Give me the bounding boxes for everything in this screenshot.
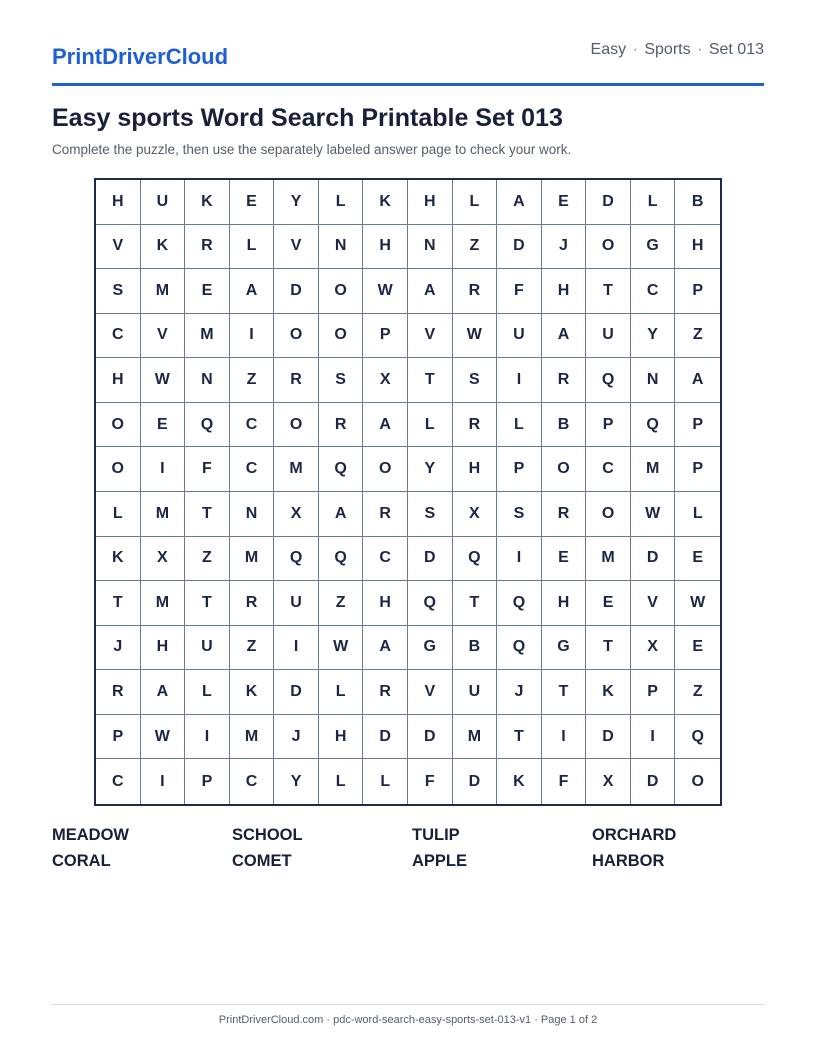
grid-cell[interactable]: P: [185, 759, 230, 804]
grid-cell[interactable]: Z: [453, 225, 498, 270]
grid-cell[interactable]: M: [230, 537, 275, 582]
grid-cell[interactable]: K: [497, 759, 542, 804]
grid-cell[interactable]: Q: [274, 537, 319, 582]
grid-cell[interactable]: Z: [675, 314, 720, 359]
grid-cell[interactable]: V: [631, 581, 676, 626]
grid-cell[interactable]: O: [363, 447, 408, 492]
grid-cell[interactable]: I: [631, 715, 676, 760]
grid-cell[interactable]: H: [141, 626, 186, 671]
grid-cell[interactable]: T: [497, 715, 542, 760]
grid-cell[interactable]: H: [96, 358, 141, 403]
grid-cell[interactable]: I: [497, 537, 542, 582]
grid-cell[interactable]: L: [675, 492, 720, 537]
grid-cell[interactable]: H: [96, 180, 141, 225]
grid-cell[interactable]: K: [586, 670, 631, 715]
grid-cell[interactable]: M: [631, 447, 676, 492]
word-search-grid: [94, 178, 722, 806]
grid-cell[interactable]: M: [141, 492, 186, 537]
grid-cell[interactable]: D: [408, 715, 453, 760]
grid-cell[interactable]: P: [631, 670, 676, 715]
grid-cell[interactable]: Q: [586, 358, 631, 403]
breadcrumb-set[interactable]: Set 013: [708, 41, 764, 58]
footer-divider: [52, 1004, 764, 1005]
breadcrumb-level[interactable]: Easy: [590, 41, 627, 58]
grid-cell[interactable]: C: [96, 759, 141, 804]
grid-cell[interactable]: Q: [497, 626, 542, 671]
grid-cell[interactable]: A: [542, 314, 587, 359]
grid-cell[interactable]: W: [631, 492, 676, 537]
page-footer: PrintDriverCloud.com · pdc-word-search-easy-sports-set-013-v1 · Page 1 of 2: [218, 1014, 598, 1026]
grid-cell[interactable]: X: [586, 759, 631, 804]
grid-cell[interactable]: T: [453, 581, 498, 626]
grid-cell[interactable]: M: [230, 715, 275, 760]
grid-cell[interactable]: K: [96, 537, 141, 582]
grid-cell[interactable]: U: [274, 581, 319, 626]
grid-cell[interactable]: H: [319, 715, 364, 760]
grid-cell[interactable]: A: [319, 492, 364, 537]
grid-cell[interactable]: I: [274, 626, 319, 671]
grid-cell[interactable]: O: [96, 403, 141, 448]
grid-cell[interactable]: L: [185, 670, 230, 715]
grid-cell[interactable]: D: [363, 715, 408, 760]
grid-cell[interactable]: D: [586, 715, 631, 760]
grid-cell[interactable]: R: [319, 403, 364, 448]
grid-cell[interactable]: A: [408, 269, 453, 314]
grid-cell[interactable]: L: [319, 180, 364, 225]
breadcrumb: [591, 41, 764, 59]
grid-cell[interactable]: N: [185, 358, 230, 403]
grid-cell[interactable]: Q: [185, 403, 230, 448]
grid-cell[interactable]: L: [319, 759, 364, 804]
grid-cell[interactable]: B: [453, 626, 498, 671]
grid-cell[interactable]: R: [453, 403, 498, 448]
grid-cell[interactable]: X: [631, 626, 676, 671]
grid-cell[interactable]: R: [363, 670, 408, 715]
grid-cell[interactable]: H: [542, 581, 587, 626]
word-list-item: HARBOR: [592, 852, 665, 870]
grid-cell[interactable]: R: [453, 269, 498, 314]
grid-cell[interactable]: T: [185, 581, 230, 626]
grid-cell[interactable]: A: [230, 269, 275, 314]
grid-cell[interactable]: V: [96, 225, 141, 270]
word-list-item: APPLE: [412, 852, 468, 870]
grid-cell[interactable]: N: [319, 225, 364, 270]
grid-cell[interactable]: D: [497, 225, 542, 270]
grid-cell[interactable]: E: [185, 269, 230, 314]
grid-cell[interactable]: O: [586, 225, 631, 270]
grid-cell[interactable]: Y: [274, 759, 319, 804]
grid-cell[interactable]: D: [408, 537, 453, 582]
grid-cell[interactable]: O: [319, 314, 364, 359]
grid-cell[interactable]: M: [586, 537, 631, 582]
grid-cell[interactable]: I: [185, 715, 230, 760]
grid-cell[interactable]: V: [408, 670, 453, 715]
grid-cell[interactable]: R: [230, 581, 275, 626]
grid-cell[interactable]: W: [319, 626, 364, 671]
grid-cell[interactable]: M: [185, 314, 230, 359]
grid-cell[interactable]: T: [96, 581, 141, 626]
page-title: Easy sports Word Search Printable Set 013: [52, 104, 563, 132]
grid-cell[interactable]: U: [453, 670, 498, 715]
grid-cell[interactable]: A: [675, 358, 720, 403]
grid-cell[interactable]: J: [274, 715, 319, 760]
grid-cell[interactable]: P: [675, 403, 720, 448]
grid-cell[interactable]: B: [675, 180, 720, 225]
grid-cell[interactable]: A: [497, 180, 542, 225]
grid-cell[interactable]: O: [319, 269, 364, 314]
grid-cell[interactable]: C: [230, 403, 275, 448]
grid-cell[interactable]: Z: [185, 537, 230, 582]
grid-cell[interactable]: O: [586, 492, 631, 537]
breadcrumb-separator: ·: [632, 41, 638, 58]
page-header: [52, 0, 764, 86]
grid-cell[interactable]: A: [141, 670, 186, 715]
grid-cell[interactable]: L: [408, 403, 453, 448]
grid-cell[interactable]: T: [408, 358, 453, 403]
grid-cell[interactable]: L: [453, 180, 498, 225]
grid-cell[interactable]: L: [96, 492, 141, 537]
word-list: [52, 826, 764, 870]
word-list-item: CORAL: [52, 852, 111, 870]
grid-cell[interactable]: P: [363, 314, 408, 359]
grid-cell[interactable]: I: [141, 447, 186, 492]
grid-cell[interactable]: X: [363, 358, 408, 403]
grid-cell[interactable]: L: [230, 225, 275, 270]
grid-cell[interactable]: K: [185, 180, 230, 225]
grid-cell[interactable]: W: [675, 581, 720, 626]
grid-cell[interactable]: D: [586, 180, 631, 225]
grid-cell[interactable]: Y: [274, 180, 319, 225]
grid-cell[interactable]: J: [497, 670, 542, 715]
grid-cell[interactable]: Q: [497, 581, 542, 626]
grid-cell[interactable]: I: [230, 314, 275, 359]
grid-cell[interactable]: Q: [675, 715, 720, 760]
grid-cell[interactable]: E: [141, 403, 186, 448]
grid-cell[interactable]: H: [453, 447, 498, 492]
grid-cell[interactable]: H: [363, 225, 408, 270]
grid-cell[interactable]: C: [631, 269, 676, 314]
grid-cell[interactable]: G: [542, 626, 587, 671]
grid-cell[interactable]: C: [230, 759, 275, 804]
grid-cell[interactable]: A: [363, 403, 408, 448]
grid-cell[interactable]: J: [96, 626, 141, 671]
grid-cell[interactable]: E: [542, 180, 587, 225]
page-subtitle: Complete the puzzle, then use the separately labeled answer page to check your work.: [52, 142, 572, 157]
grid-cell[interactable]: F: [408, 759, 453, 804]
grid-cell[interactable]: T: [185, 492, 230, 537]
grid-cell[interactable]: Z: [675, 670, 720, 715]
grid-cell[interactable]: I: [141, 759, 186, 804]
grid-cell[interactable]: U: [141, 180, 186, 225]
grid-cell[interactable]: H: [675, 225, 720, 270]
brand-logo[interactable]: PrintDriverCloud: [52, 44, 229, 69]
grid-cell[interactable]: Z: [230, 358, 275, 403]
grid-cell[interactable]: W: [141, 715, 186, 760]
grid-cell[interactable]: W: [141, 358, 186, 403]
grid-cell[interactable]: B: [542, 403, 587, 448]
word-list-item: SCHOOL: [232, 826, 303, 844]
grid-cell[interactable]: S: [453, 358, 498, 403]
grid-cell[interactable]: E: [675, 626, 720, 671]
grid-cell[interactable]: C: [586, 447, 631, 492]
grid-cell[interactable]: L: [319, 670, 364, 715]
grid-cell[interactable]: P: [675, 269, 720, 314]
grid-cell[interactable]: D: [631, 537, 676, 582]
grid-cell[interactable]: J: [542, 225, 587, 270]
grid-cell[interactable]: V: [408, 314, 453, 359]
grid-cell[interactable]: Q: [408, 581, 453, 626]
grid-cell[interactable]: P: [96, 715, 141, 760]
grid-cell[interactable]: L: [363, 759, 408, 804]
grid-cell[interactable]: R: [363, 492, 408, 537]
grid-cell[interactable]: D: [631, 759, 676, 804]
breadcrumb-separator: ·: [697, 41, 703, 58]
grid-cell[interactable]: E: [675, 537, 720, 582]
grid-cell[interactable]: G: [631, 225, 676, 270]
grid-cell[interactable]: Y: [408, 447, 453, 492]
grid-cell[interactable]: G: [408, 626, 453, 671]
grid-cell[interactable]: X: [274, 492, 319, 537]
grid-cell[interactable]: M: [141, 581, 186, 626]
grid-cell[interactable]: C: [230, 447, 275, 492]
grid-cell[interactable]: K: [141, 225, 186, 270]
grid-cell[interactable]: F: [497, 269, 542, 314]
grid-cell[interactable]: E: [230, 180, 275, 225]
grid-cell[interactable]: D: [274, 670, 319, 715]
grid-cell[interactable]: A: [363, 626, 408, 671]
grid-cell[interactable]: T: [586, 269, 631, 314]
word-list-item: MEADOW: [52, 826, 129, 844]
grid-cell[interactable]: K: [230, 670, 275, 715]
grid-cell[interactable]: S: [408, 492, 453, 537]
grid-cell[interactable]: Y: [631, 314, 676, 359]
grid-cell[interactable]: S: [319, 358, 364, 403]
grid-cell[interactable]: L: [497, 403, 542, 448]
grid-cell[interactable]: N: [631, 358, 676, 403]
grid-cell[interactable]: E: [542, 537, 587, 582]
grid-cell[interactable]: Q: [319, 537, 364, 582]
grid-cell[interactable]: K: [363, 180, 408, 225]
grid-cell[interactable]: H: [363, 581, 408, 626]
grid-cell[interactable]: M: [453, 715, 498, 760]
grid-cell[interactable]: P: [497, 447, 542, 492]
grid-cell[interactable]: X: [141, 537, 186, 582]
grid-cell[interactable]: Q: [453, 537, 498, 582]
grid-cell[interactable]: U: [185, 626, 230, 671]
grid-cell[interactable]: M: [274, 447, 319, 492]
grid-cell[interactable]: S: [96, 269, 141, 314]
grid-cell[interactable]: S: [497, 492, 542, 537]
grid-cell[interactable]: D: [274, 269, 319, 314]
word-list-item: TULIP: [412, 826, 460, 844]
grid-cell[interactable]: E: [586, 581, 631, 626]
grid-cell[interactable]: F: [542, 759, 587, 804]
grid-cell[interactable]: N: [408, 225, 453, 270]
grid-cell[interactable]: O: [274, 314, 319, 359]
grid-cell[interactable]: H: [408, 180, 453, 225]
grid-cell[interactable]: R: [96, 670, 141, 715]
grid-cell[interactable]: D: [453, 759, 498, 804]
grid-cell[interactable]: Q: [631, 403, 676, 448]
grid-cell[interactable]: R: [542, 492, 587, 537]
grid-cell[interactable]: O: [274, 403, 319, 448]
grid-cell[interactable]: O: [96, 447, 141, 492]
grid-cell[interactable]: F: [185, 447, 230, 492]
grid-cell[interactable]: M: [141, 269, 186, 314]
grid-cell[interactable]: Q: [319, 447, 364, 492]
word-list-item: COMET: [232, 852, 292, 870]
word-list-item: ORCHARD: [592, 826, 677, 844]
grid-cell[interactable]: P: [586, 403, 631, 448]
grid-cell[interactable]: W: [363, 269, 408, 314]
grid-cell[interactable]: R: [542, 358, 587, 403]
grid-cell[interactable]: N: [230, 492, 275, 537]
grid-cell[interactable]: Z: [230, 626, 275, 671]
grid-cell[interactable]: I: [542, 715, 587, 760]
grid-cell[interactable]: C: [96, 314, 141, 359]
grid-cell[interactable]: W: [453, 314, 498, 359]
grid-cell[interactable]: H: [542, 269, 587, 314]
grid-cell[interactable]: R: [185, 225, 230, 270]
grid-cell[interactable]: U: [586, 314, 631, 359]
grid-cell[interactable]: U: [497, 314, 542, 359]
grid-cell[interactable]: V: [274, 225, 319, 270]
grid-cell[interactable]: P: [675, 447, 720, 492]
grid-cell[interactable]: Z: [319, 581, 364, 626]
grid-cell[interactable]: R: [274, 358, 319, 403]
grid-cell[interactable]: C: [363, 537, 408, 582]
grid-cell[interactable]: I: [497, 358, 542, 403]
grid-cell[interactable]: V: [141, 314, 186, 359]
breadcrumb-category[interactable]: Sports: [644, 41, 691, 58]
grid-cell[interactable]: T: [542, 670, 587, 715]
grid-cell[interactable]: X: [453, 492, 498, 537]
grid-cell[interactable]: O: [542, 447, 587, 492]
grid-cell[interactable]: T: [586, 626, 631, 671]
grid-cell[interactable]: O: [691, 772, 704, 790]
grid-cell[interactable]: L: [631, 180, 676, 225]
